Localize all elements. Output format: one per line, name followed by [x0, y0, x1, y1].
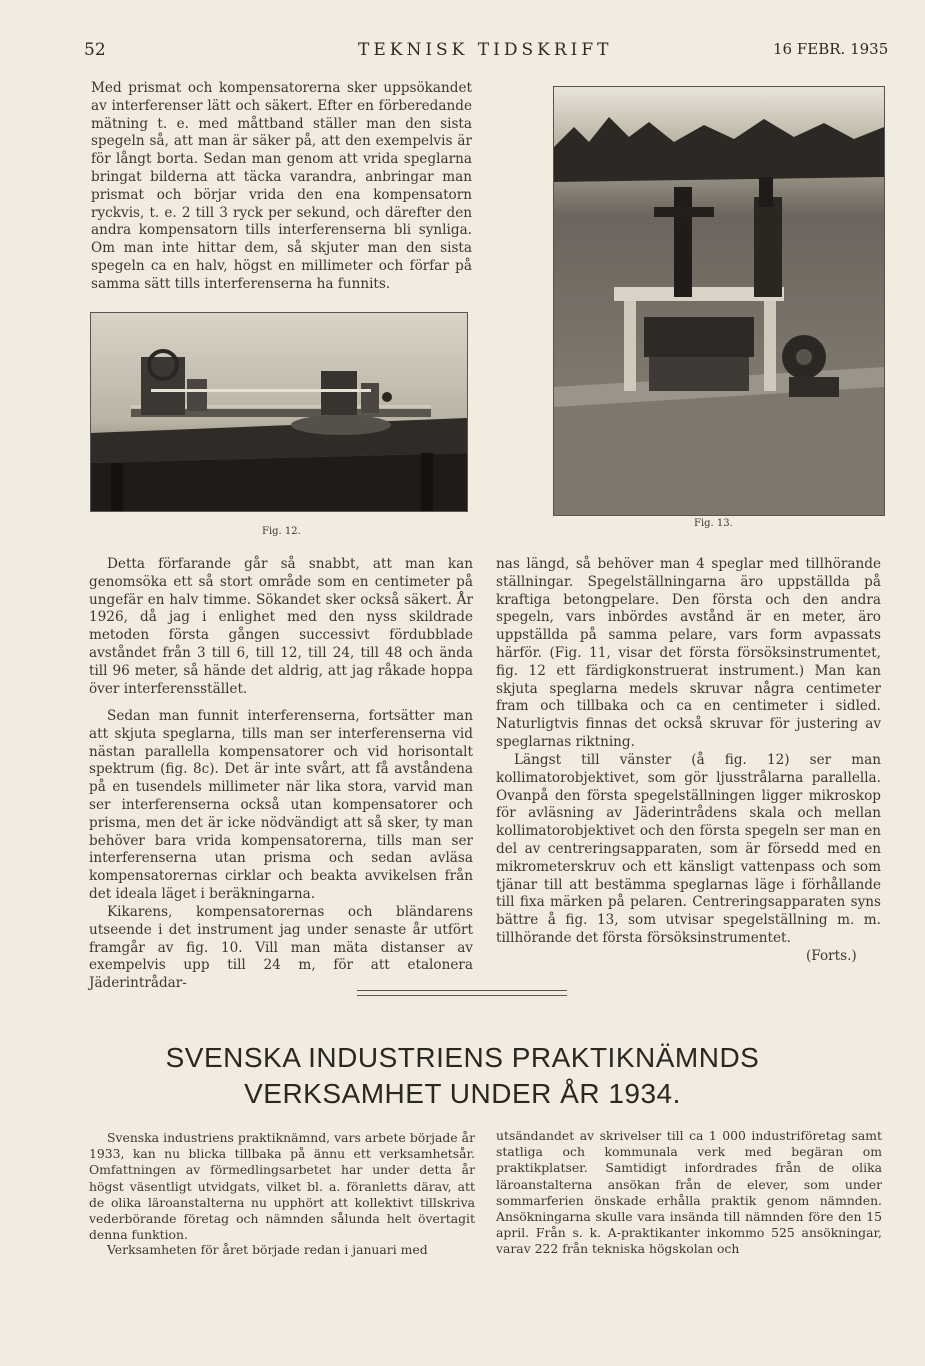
fig13-caption: Fig. 13. — [694, 518, 733, 529]
article-title-line-1: SVENSKA INDUSTRIENS PRAKTIKNÄMNDS — [165, 1042, 760, 1073]
issue-date: 16 FEBR. 1935 — [773, 40, 889, 58]
fig12-caption: Fig. 12. — [262, 526, 301, 537]
intro-paragraph: Med prismat och kompensatorerna sker uppsökandet av interferenser lätt och säkert. Efter en förberedande mätning t. e. med måttband ställer man den sista spegeln så, att man är säker på, att den exempelvis är för långt borta. Sedan man genom att vrida speglarna bringat bilderna att täcka varandra, anbringar man prismat och börjar vrida den ena kompensatorn ryckvis, t. e. 2 till 3 ryck per sekund, och därefter den andra kompensatorn tills interferenserna bli synliga. Om man inte hittar dem, så skjuter man den sista spegeln ca en halv, högst en millimeter och förfar på samma sätt tills interferenserna ha funnits. — [91, 80, 472, 292]
article2-left-paragraph-2: Verksamheten för året började redan i januari med — [107, 1242, 428, 1257]
fig13-photo — [553, 86, 885, 516]
section-rule-top — [357, 990, 567, 991]
article-title-line-2: VERKSAMHET UNDER ÅR 1934. — [244, 1078, 681, 1109]
left-column-paragraph-2: Sedan man funnit interferenserna, fortsätter man att skjuta speglarna, tills man ser interferenserna vid nästan parallella kompensatorer och vid horisontalt spektrum (fig. 8c). Det är inte svårt, att få avståndena på en tusendels millimeter när lika stora, varvid man ser interferenserna också utan kompensatorer och prisma, men det är icke nödvändigt att så sker, ty man behöver bara vrida kompensatorerna, tills man ser interferenserna utan prisma och sedan avläsa kompensatorernas cirklar och beakta avvikelsen från det ideala läget i beräkningarna. — [89, 708, 473, 902]
article2-left-paragraph-1: Svenska industriens praktiknämnd, vars arbete började år 1933, kan nu blicka tillbaka på ännu ett verksamhetsår. Omfattningen av förmedlingsarbetet har under detta år högst väsentligt utvidgats, vilket bl. a. föranletts därav, att de olika läroanstalterna nu upphört att kollektivt tillskriva vederbörande företag och nämnden sålunda helt övertagit denna funktion. — [89, 1130, 475, 1243]
left-column-paragraph-1: Detta förfarande går så snabbt, att man kan genomsöka ett så stort område som en centimeter på ungefär en halv timme. Sökandet sker också säkert. År 1926, då jag i enlighet med den nyss skildrade metoden första gången successivt fördubblade avståndet från 3 till 6, till 12, till 24, till 48 och ända till 96 meter, så hände det aldrig, att jag råkade hoppa över interferensstället. — [89, 556, 473, 697]
fig12-instrument-illustration — [91, 313, 467, 511]
fig12-photo — [90, 312, 468, 512]
right-column-paragraph-2: Längst till vänster (å fig. 12) ser man kollimatorobjektivet, som gör ljusstrålarna parallella. Ovanpå den första spegelställningen ligger mikroskop för avläsning av Jäderintrådens skala och mellan kollimatorobjektivet och den första spegeln ser man en del av centreringsapparaten, som är försedd med en mikrometerskruv och ett känsligt vattenpass och som tjänar till att bestämma speglarnas läge i förhållande till fixa märken på pelaren. Centreringsapparaten syns bättre å fig. 13, som utvisar spegelställning m. m. tillhörande det första försöksinstrumentet. — [496, 752, 881, 946]
right-column-paragraph-1: nas längd, så behöver man 4 speglar med tillhörande ställningar. Spegelställningarna äro uppställda på kraftiga betongpelare. Den första och den andra spegeln, vars inbördes avstånd är en meter, äro uppställda på samma pelare, vars form avpassats härför. (Fig. 11, visar det första försöksinstrumentet, fig. 12 ett färdigkonstruerat instrument.) Man kan skjuta speglarna medels skruvar några centimeter fram och tillbaka och ca en centimeter i sidled. Naturligtvis finnas det också skruvar för justering av speglarnas riktning. — [496, 556, 881, 750]
section-rule-bottom — [357, 995, 567, 996]
journal-title: TEKNISK TIDSKRIFT — [358, 40, 613, 60]
left-column-paragraph-3: Kikarens, kompensatorernas och bländarens utseende i det instrument jag under senaste år utfört framgår av fig. 10. Vill man mäta distanser av exempelvis upp till 24 m, för att etalonera Jäderintrådar- — [89, 904, 473, 992]
fig13-instrument-illustration — [554, 87, 884, 515]
article2-right-paragraph-1: utsändandet av skrivelser till ca 1 000 industriföretag samt statliga och kommunala verk med begäran om praktikplatser. Samtidigt infordrades från de olika läroanstalterna ansökan från de elever, som under sommarferien önskade erhålla praktik genom nämnden. Ansökningarna skulle vara insända till nämnden före den 15 april. Från s. k. A-praktikanter inkommo 525 ansökningar, varav 222 från tekniska högskolan och — [496, 1128, 882, 1257]
continued-note: (Forts.) — [806, 948, 857, 964]
page-number: 52 — [84, 40, 106, 60]
